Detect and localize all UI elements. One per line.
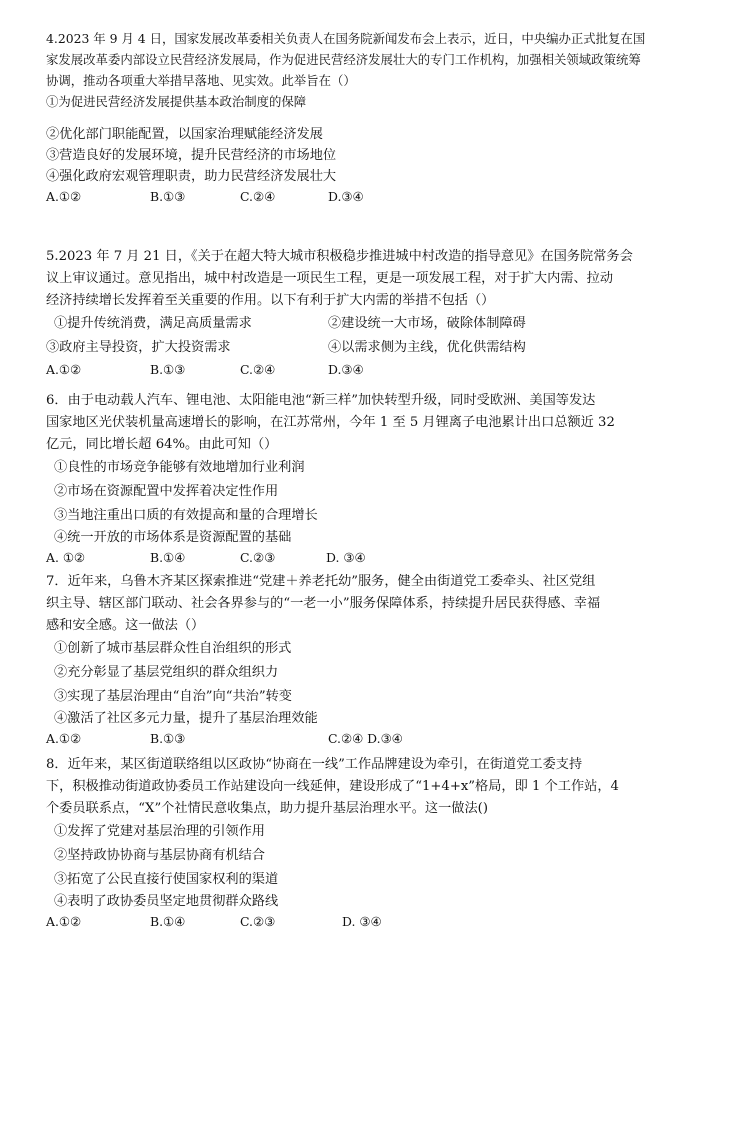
- question-stem-line: 国家地区光伏装机量高速增长的影响，在江苏常州，今年 1 至 5 月锂离子电池累计出口总额近 32: [46, 415, 615, 430]
- option-1: ①创新了城市基层群众性自治组织的形式: [54, 641, 292, 656]
- answer-a[interactable]: A.①②: [46, 914, 82, 929]
- question-stem-line: 亿元，同比增长超 64%。由此可知（）: [46, 437, 278, 452]
- option-3: ③当地注重出口质的有效提高和量的合理增长: [54, 508, 318, 523]
- question-7: [46, 571, 696, 749]
- option-row: [46, 312, 696, 336]
- question-stem-line: 协调，推动各项重大举措早落地、见实效。此举旨在（）: [46, 73, 356, 88]
- answer-d[interactable]: D.③④: [328, 362, 364, 377]
- question-stem-line: 下，积极推动街道政协委员工作站建设向一线延伸，建设形成了“1+4+x”格局，即 1 个工作站，4: [46, 779, 619, 794]
- question-stem-line: 经济持续增长发挥着至关重要的作用。以下有利于扩大内需的举措不包括（）: [46, 293, 495, 308]
- answer-a[interactable]: A.①②: [46, 189, 82, 204]
- option-row: [46, 336, 696, 360]
- option-4: ④强化政府宏观管理职责，助力民营经济发展壮大: [46, 169, 337, 184]
- answer-c[interactable]: C.②④: [240, 362, 276, 377]
- question-8: [46, 754, 696, 932]
- question-stem-line: 8．近年来，某区街道联络组以区政协“协商在一线”工作品牌建设为牵引，在街道党工委支持: [46, 757, 583, 772]
- answer-c[interactable]: C.②③: [240, 914, 276, 929]
- answer-d[interactable]: D. ③④: [342, 914, 382, 929]
- option-3: ③政府主导投资，扩大投资需求: [46, 340, 231, 355]
- question-stem-line: 织主导、辖区部门联动、社会各界参与的“一老一小”服务保障体系，持续提升居民获得感、幸福: [46, 596, 601, 611]
- answer-choices: [46, 548, 696, 568]
- answer-c[interactable]: C.②③: [240, 550, 276, 565]
- option-1: ①发挥了党建对基层治理的引领作用: [54, 824, 265, 839]
- option-2: ②建设统一大市场，破除体制障碍: [328, 316, 526, 331]
- answer-b[interactable]: B.①④: [150, 914, 186, 929]
- answer-b[interactable]: B.①③: [150, 362, 186, 377]
- option-4: ④统一开放的市场体系是资源配置的基础: [54, 530, 292, 545]
- question-stem-line: 6．由于电动载人汽车、锂电池、太阳能电池“新三样”加快转型升级，同时受欧洲、美国等发达: [46, 393, 596, 408]
- option-4: ④以需求侧为主线，优化供需结构: [328, 340, 526, 355]
- answer-a[interactable]: A. ①②: [46, 550, 86, 565]
- question-stem-line: 感和安全感。这一做法（）: [46, 618, 205, 633]
- option-2: ②优化部门职能配置，以国家治理赋能经济发展: [46, 127, 323, 142]
- question-stem-line: 议上审议通过。意见指出，城中村改造是一项民生工程，更是一项发展工程，对于扩大内需、拉动: [46, 271, 614, 286]
- question-stem-line: 个委员联系点，“X”个社情民意收集点，助力提升基层治理水平。这一做法(): [46, 801, 488, 816]
- answer-choices: [46, 912, 696, 932]
- answer-d[interactable]: D. ③④: [326, 550, 366, 565]
- option-3: ③营造良好的发展环境，提升民营经济的市场地位: [46, 148, 337, 163]
- question-stem-line: 4.2023 年 9 月 4 日，国家发展改革委相关负责人在国务院新闻发布会上表示，近日，中央编办正式批复在国: [46, 31, 646, 46]
- question-stem-line: 5.2023 年 7 月 21 日，《关于在超大特大城市积极稳步推进城中村改造的指导意见》在国务院常务会: [46, 249, 633, 264]
- answer-a[interactable]: A.①②: [46, 362, 82, 377]
- answer-c-d[interactable]: C.②④ D.③④: [328, 731, 403, 746]
- question-stem-line: 7．近年来，乌鲁木齐某区探索推进“党建＋养老托幼”服务，健全由街道党工委牵头、社区党组: [46, 574, 596, 589]
- answer-b[interactable]: B.①③: [150, 189, 186, 204]
- question-stem-line: 家发展改革委内部设立民营经济发展局，作为促进民营经济发展壮大的专门工作机构，加强相关领域政策统筹: [46, 52, 641, 67]
- answer-b[interactable]: B.①④: [150, 550, 186, 565]
- option-3: ③拓宽了公民直接行使国家权利的渠道: [54, 872, 279, 887]
- option-4: ④表明了政协委员坚定地贯彻群众路线: [54, 894, 279, 909]
- option-3: ③实现了基层治理由“自治”向“共治”转变: [54, 689, 292, 704]
- answer-c[interactable]: C.②④: [240, 189, 276, 204]
- answer-choices: [46, 360, 696, 380]
- option-2: ②市场在资源配置中发挥着决定性作用: [54, 484, 279, 499]
- option-1: ①提升传统消费，满足高质量需求: [54, 316, 252, 331]
- option-2: ②坚持政协协商与基层协商有机结合: [54, 848, 265, 863]
- question-6: [46, 390, 696, 568]
- answer-b[interactable]: B.①③: [150, 731, 186, 746]
- answer-a[interactable]: A.①②: [46, 731, 82, 746]
- answer-choices: [46, 187, 696, 207]
- option-1: ①良性的市场竞争能够有效地增加行业利润: [54, 460, 305, 475]
- answer-choices: [46, 729, 696, 749]
- option-4: ④激活了社区多元力量，提升了基层治理效能: [54, 711, 318, 726]
- question-4: [46, 28, 696, 207]
- question-5: [46, 246, 696, 380]
- option-2: ②充分彰显了基层党组织的群众组织力: [54, 665, 279, 680]
- option-1: ①为促进民营经济发展提供基本政治制度的保障: [46, 94, 307, 109]
- answer-d[interactable]: D.③④: [328, 189, 364, 204]
